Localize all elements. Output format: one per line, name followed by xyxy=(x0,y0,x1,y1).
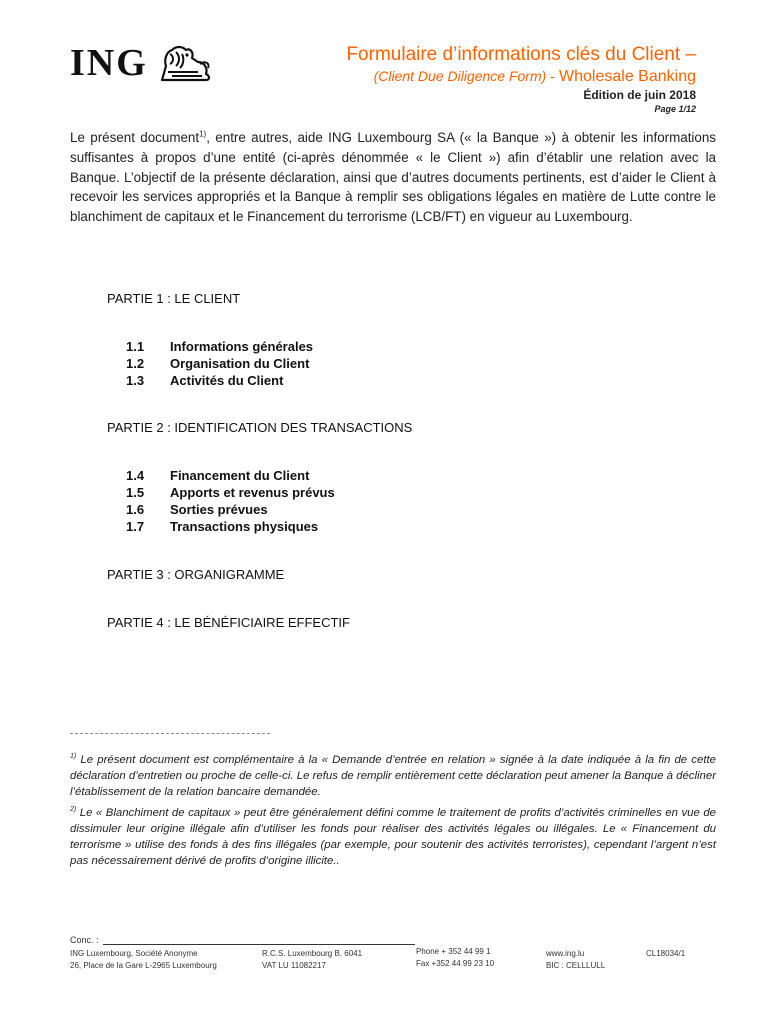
toc-item-label: Organisation du Client xyxy=(170,356,310,371)
footer-registration xyxy=(262,948,362,972)
toc-item-label: Financement du Client xyxy=(170,468,310,483)
toc-item xyxy=(126,372,526,389)
footer-company-address: 26, Place de la Gare L-2965 Luxembourg xyxy=(70,961,217,970)
toc-item-label: Informations générales xyxy=(170,339,314,354)
form-subtitle-english: (Client Due Diligence Form) - xyxy=(373,68,555,84)
part-2-heading: PARTIE 2 : IDENTIFICATION DES TRANSACTIONS xyxy=(107,420,413,435)
toc-item xyxy=(126,501,526,518)
form-title: Formulaire d’informations clés du Client – xyxy=(346,44,696,65)
toc-item xyxy=(126,484,526,501)
toc-item xyxy=(126,518,526,535)
footnote-marker: 2) xyxy=(70,806,77,814)
toc-item-number: 1.6 xyxy=(126,502,145,517)
footer-rcs: R.C.S. Luxembourg B. 6041 xyxy=(262,949,363,958)
toc-item-label: Activités du Client xyxy=(170,373,284,388)
toc-item xyxy=(126,467,526,484)
footer-doc-code: CL18034/1 xyxy=(646,949,686,958)
conc-field xyxy=(70,935,415,945)
lion-icon xyxy=(154,42,212,84)
part-4-heading: PARTIE 4 : LE BÉNÉFICIAIRE EFFECTIF xyxy=(107,615,350,630)
part-1-list xyxy=(126,338,526,389)
footer-contact xyxy=(416,946,494,970)
footnote-1 xyxy=(70,752,716,800)
footer-company xyxy=(70,948,217,972)
form-subtitle xyxy=(374,68,696,86)
form-subtitle-division: Wholesale Banking xyxy=(559,68,696,85)
page-number: Page 1/12 xyxy=(654,104,696,114)
toc-item-label: Apports et revenus prévus xyxy=(170,485,335,500)
footer-phone: Phone + 352 44 99 1 xyxy=(416,947,491,956)
part-3-heading: PARTIE 3 : ORGANIGRAMME xyxy=(107,567,285,582)
toc-item xyxy=(126,338,526,355)
footer-vat: VAT LU 11082217 xyxy=(262,961,326,970)
footnote-2 xyxy=(70,805,716,869)
footnote-text: Le « Blanchiment de capitaux » peut être généralement défini comme le traitement de profits d’activités criminelles en vue de dissimuler leur origine illégale afin d’utiliser les fonds pour réaliser des activités légales ou illégales. Le « Financement du terrorisme » utilise des fonds à des fins illégales (par exemple, pour soutenir des activités terroristes), cependant l’argent n’est pas nécessairement dérivé de profits d’origine illicite.. xyxy=(70,807,716,867)
toc-item-label: Transactions physiques xyxy=(170,519,319,534)
intro-text-rest: , entre autres, aide ING Luxembourg SA (« la Banque ») à obtenir les informations suffisantes à propos d’une entité (ci-après dénommée « le Client ») afin d’établir une relation avec la Banque. L’objectif de la présente déclaration, ainsi que d’autres documents pertinents, est d’aider le Client à recevoir les services appropriés et la Banque à remplir ses obligations légales en matière de Lutte contre le blanchiment de capitaux et le Financement du terrorisme (LCB/FT) en vigueur au Luxembourg. xyxy=(70,130,716,225)
footnote-marker: 1) xyxy=(70,753,77,761)
logo-text: ING xyxy=(70,42,148,84)
intro-text-start: Le présent document xyxy=(70,130,200,145)
intro-paragraph xyxy=(70,128,716,227)
toc-item xyxy=(126,355,526,372)
footer-fax: Fax +352 44 99 23 10 xyxy=(416,959,495,968)
footer-company-name: ING Luxembourg, Société Anonyme xyxy=(70,949,198,958)
footer-website: www.ing.lu xyxy=(546,949,585,958)
footnote-text: Le présent document est complémentaire à la « Demande d’entrée en relation » signée à la date indiquée à la fin de cette déclaration d’entretien ou proche de celle-ci. Le refus de remplir entièrement cette déclaration peut amener la Banque à décliner l’établissement de la relation bancaire demandée. xyxy=(70,754,716,798)
toc-item-label: Sorties prévues xyxy=(170,502,268,517)
part-2-list xyxy=(126,467,526,535)
footer-bic: BIC : CELLLULL xyxy=(546,961,606,970)
conc-signature-line xyxy=(103,944,415,945)
toc-item-number: 1.5 xyxy=(126,485,145,500)
toc-item-number: 1.1 xyxy=(126,339,145,354)
conc-label: Conc. : xyxy=(70,935,99,945)
toc-item-number: 1.2 xyxy=(126,356,145,371)
toc-item-number: 1.7 xyxy=(126,519,145,534)
footnote-ref-1: 1) xyxy=(199,129,207,139)
part-1-heading: PARTIE 1 : LE CLIENT xyxy=(107,291,241,306)
toc-item-number: 1.3 xyxy=(126,373,145,388)
ing-logo xyxy=(70,42,212,84)
toc-item-number: 1.4 xyxy=(126,468,145,483)
footnote-divider xyxy=(70,733,270,734)
edition-date: Édition de juin 2018 xyxy=(583,88,696,102)
footer-web xyxy=(546,948,605,972)
